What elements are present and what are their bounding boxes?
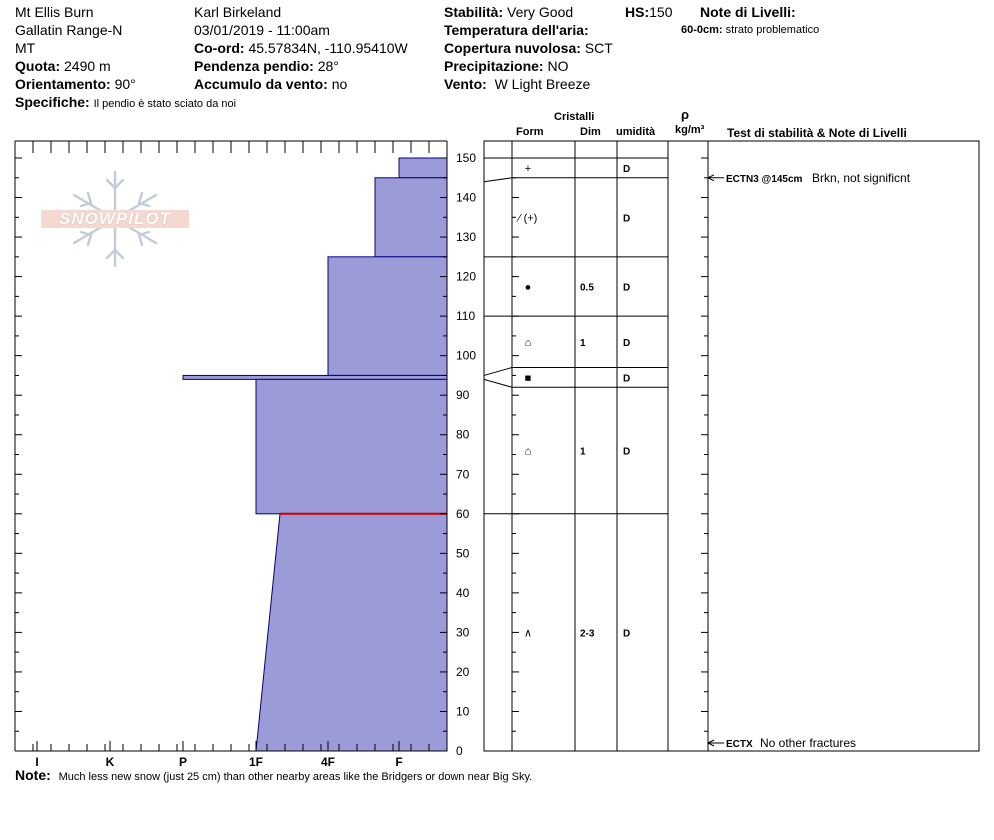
grain-size: 0.5 xyxy=(580,282,594,294)
form-header: Form xyxy=(516,126,544,138)
grain-size: 1 xyxy=(580,446,586,458)
height-label: 0 xyxy=(456,744,463,758)
height-label: 60 xyxy=(456,506,470,521)
wetness-value: D xyxy=(623,628,631,640)
hardness-label: K xyxy=(105,755,115,769)
range-name: Gallatin Range-N xyxy=(15,22,123,38)
note: Note: Much less new snow (just 25 cm) than other nearby areas like the Bridgers or down near Big Sky. xyxy=(15,767,533,783)
grain-form: ⌂ xyxy=(524,336,532,349)
cloud-cover: Copertura nuvolosa: SCT xyxy=(444,40,613,56)
tests-header: Test di stabilità & Note di Livelli xyxy=(727,126,907,140)
grain-form: ⌂ xyxy=(524,445,532,458)
height-label: 30 xyxy=(456,625,470,640)
hardness-label: F xyxy=(395,755,403,769)
height-label: 40 xyxy=(456,585,470,600)
layer-table xyxy=(484,141,979,751)
layer-boundary-link xyxy=(484,379,512,387)
height-label: 70 xyxy=(456,467,470,482)
height-label: 10 xyxy=(456,704,470,719)
crystals-header: Cristalli xyxy=(554,111,595,123)
height-label: 50 xyxy=(456,546,470,561)
grain-size: 1 xyxy=(580,337,586,349)
hardness-label: P xyxy=(178,755,188,769)
wetness-value: D xyxy=(623,373,631,385)
coordinates: Co-ord: 45.57834N, -110.95410W xyxy=(194,40,408,56)
grain-form: ∧ xyxy=(523,627,533,640)
table-frame xyxy=(484,141,979,751)
height-label: 150 xyxy=(456,151,477,165)
slope-angle: Pendenza pendio: 28° xyxy=(194,58,339,74)
height-label: 100 xyxy=(456,348,477,363)
height-label: 120 xyxy=(456,269,477,284)
location-name: Mt Ellis Burn xyxy=(15,4,94,20)
hardness-segment xyxy=(399,158,447,178)
observation-datetime: 03/01/2019 - 11:00am xyxy=(194,22,330,38)
height-label: 90 xyxy=(456,388,470,403)
elevation: Quota: 2490 m xyxy=(15,58,111,74)
hardness-label: 4F xyxy=(320,755,336,769)
specifics: Specifiche: Il pendio è stato sciato da noi xyxy=(15,94,237,110)
grain-form: ■ xyxy=(524,372,532,385)
hardness-segment xyxy=(256,514,447,751)
wetness-value: D xyxy=(623,282,631,294)
hardness-segment xyxy=(375,178,447,257)
observer-name: Karl Birkeland xyxy=(194,4,282,20)
layer-boundary-link xyxy=(484,368,512,376)
test-description: Brkn, not significnt xyxy=(812,170,911,185)
height-label: 130 xyxy=(456,230,477,245)
air-temperature: Temperatura dell'aria: xyxy=(444,22,589,38)
grain-form: + xyxy=(524,162,532,175)
wetness-value: D xyxy=(623,163,631,175)
test-code: ECTN3 @145cm xyxy=(726,173,803,185)
dim-header: Dim xyxy=(580,126,601,138)
density-symbol: ρ xyxy=(681,107,690,122)
grain-form: ● xyxy=(524,281,532,294)
test-code: ECTX xyxy=(726,739,753,750)
hardness-segment xyxy=(183,375,447,379)
height-axis-labels xyxy=(456,151,476,758)
layer-notes-title: Note di Livelli: xyxy=(700,4,796,20)
hardness-profile xyxy=(183,158,447,751)
stability: Stabilità: Very Good xyxy=(444,4,574,20)
hardness-label: I xyxy=(35,755,39,769)
layer-note: 60-0cm: strato problematico xyxy=(681,24,820,36)
height-label: 20 xyxy=(456,664,470,679)
snow-height: HS:150 xyxy=(625,4,673,20)
state-name: MT xyxy=(15,40,36,56)
layer-boundary-link xyxy=(484,178,512,182)
logo-text: SNOWPILOT xyxy=(41,210,189,228)
height-label: 80 xyxy=(456,427,470,442)
wetness-header: umidità xyxy=(616,126,656,138)
density-unit: kg/m³ xyxy=(675,124,705,136)
test-description: No other fractures xyxy=(760,736,857,750)
wind: Vento: W Light Breeze xyxy=(444,76,591,92)
hardness-segment xyxy=(328,257,447,376)
precipitation: Precipitazione: NO xyxy=(444,58,569,74)
height-label: 140 xyxy=(456,190,477,205)
wind-loading: Accumulo da vento: no xyxy=(194,76,348,92)
wetness-value: D xyxy=(623,446,631,458)
wetness-value: D xyxy=(623,213,631,225)
stability-tests xyxy=(708,171,911,750)
grain-form: ⁄ (+) xyxy=(518,212,538,225)
wetness-value: D xyxy=(623,337,631,349)
height-label: 110 xyxy=(456,309,476,324)
hardness-label: 1F xyxy=(248,755,264,769)
grain-size: 2-3 xyxy=(580,628,595,640)
hardness-segment xyxy=(256,379,447,513)
aspect: Orientamento: 90° xyxy=(15,76,136,92)
